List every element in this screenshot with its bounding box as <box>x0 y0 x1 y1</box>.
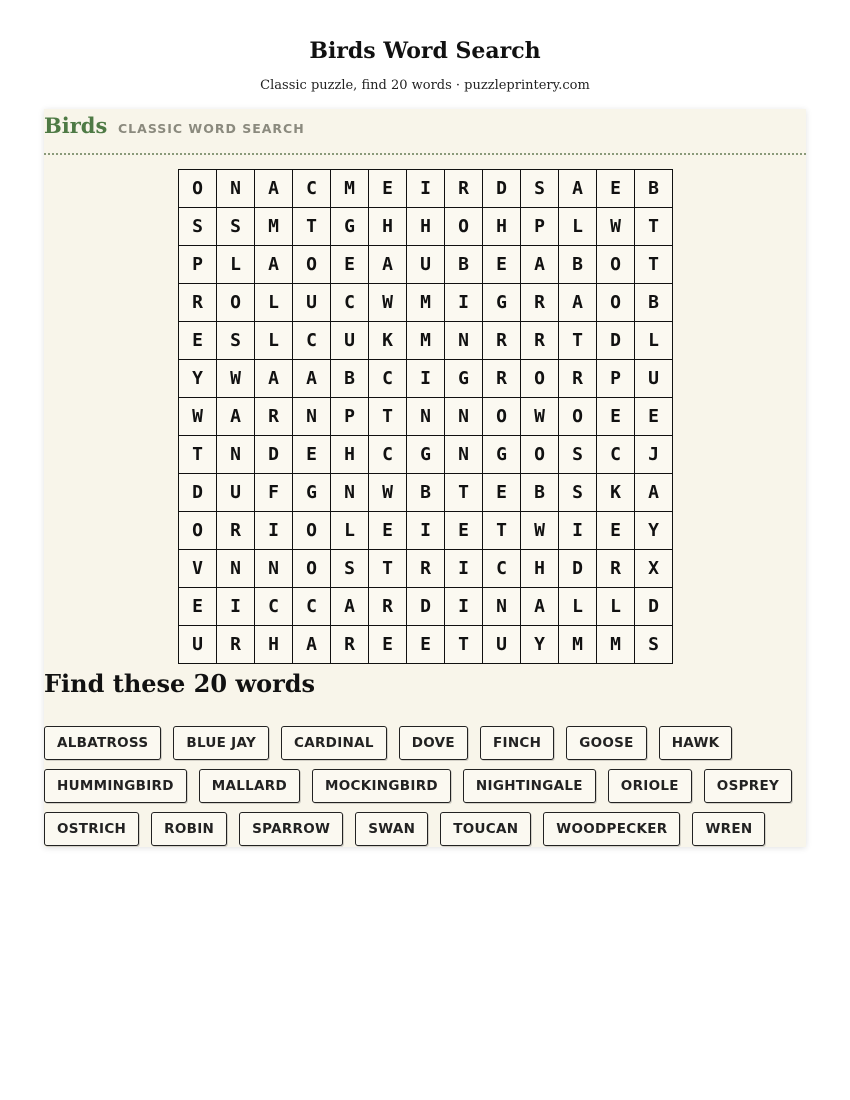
grid-cell[interactable]: C <box>597 436 635 474</box>
grid-cell[interactable]: N <box>445 436 483 474</box>
grid-cell[interactable]: B <box>445 246 483 284</box>
grid-cell[interactable]: I <box>407 360 445 398</box>
grid-cell[interactable]: W <box>179 398 217 436</box>
grid-cell[interactable]: B <box>635 284 673 322</box>
grid-cell[interactable]: P <box>179 246 217 284</box>
grid-cell[interactable]: M <box>255 208 293 246</box>
grid-cell[interactable]: A <box>369 246 407 284</box>
grid-cell[interactable]: S <box>559 436 597 474</box>
grid-cell[interactable]: C <box>369 360 407 398</box>
grid-cell[interactable]: C <box>255 588 293 626</box>
grid-cell[interactable]: O <box>293 246 331 284</box>
grid-cell[interactable]: K <box>369 322 407 360</box>
word-chip[interactable]: ROBIN <box>151 812 227 846</box>
grid-cell[interactable]: U <box>179 626 217 664</box>
grid-cell[interactable]: S <box>217 208 255 246</box>
word-chip[interactable]: HUMMINGBIRD <box>44 769 187 803</box>
grid-cell[interactable]: D <box>407 588 445 626</box>
grid-cell[interactable]: R <box>597 550 635 588</box>
grid-cell[interactable]: R <box>179 284 217 322</box>
grid-cell[interactable]: E <box>445 512 483 550</box>
grid-cell[interactable]: A <box>521 246 559 284</box>
grid-cell[interactable]: O <box>597 246 635 284</box>
puzzle-kicker: CLASSIC WORD SEARCH <box>118 121 305 136</box>
grid-cell[interactable]: T <box>293 208 331 246</box>
word-chip[interactable]: SWAN <box>355 812 428 846</box>
grid-cell[interactable]: C <box>293 170 331 208</box>
grid-cell[interactable]: C <box>331 284 369 322</box>
grid-cell[interactable]: L <box>559 588 597 626</box>
grid-cell[interactable]: E <box>597 170 635 208</box>
word-chip[interactable]: OSPREY <box>704 769 792 803</box>
grid-cell[interactable]: E <box>179 588 217 626</box>
card-header <box>44 109 806 155</box>
grid-cell[interactable]: E <box>369 512 407 550</box>
grid-cell[interactable]: E <box>597 398 635 436</box>
grid-cell[interactable]: I <box>407 170 445 208</box>
grid-cell[interactable]: G <box>445 360 483 398</box>
grid-cell[interactable]: S <box>331 550 369 588</box>
grid-cell[interactable]: E <box>635 398 673 436</box>
grid-cell[interactable]: K <box>597 474 635 512</box>
grid-cell[interactable]: I <box>407 512 445 550</box>
grid-cell[interactable]: D <box>179 474 217 512</box>
word-chip[interactable]: FINCH <box>480 726 554 760</box>
grid-cell[interactable]: O <box>217 284 255 322</box>
grid-cell[interactable]: O <box>559 398 597 436</box>
word-chip[interactable]: MALLARD <box>199 769 300 803</box>
grid-cell[interactable]: R <box>369 588 407 626</box>
grid-cell[interactable]: O <box>597 284 635 322</box>
grid-cell[interactable]: D <box>597 322 635 360</box>
grid-cell[interactable]: O <box>445 208 483 246</box>
grid-cell[interactable]: I <box>445 284 483 322</box>
letter-grid <box>178 169 673 664</box>
word-chip[interactable]: BLUE JAY <box>173 726 269 760</box>
grid-cell[interactable]: J <box>635 436 673 474</box>
grid-cell[interactable]: R <box>255 398 293 436</box>
grid-cell[interactable]: O <box>179 512 217 550</box>
grid-cell[interactable]: T <box>635 246 673 284</box>
grid-cell[interactable]: Y <box>179 360 217 398</box>
grid-cell[interactable]: N <box>445 322 483 360</box>
grid-cell[interactable]: W <box>369 474 407 512</box>
grid-cell[interactable]: G <box>331 208 369 246</box>
grid-cell[interactable]: O <box>293 550 331 588</box>
grid-cell[interactable]: C <box>293 588 331 626</box>
grid-cell[interactable]: H <box>483 208 521 246</box>
grid-cell[interactable]: S <box>559 474 597 512</box>
grid-cell[interactable]: P <box>331 398 369 436</box>
grid-cell[interactable]: A <box>255 360 293 398</box>
word-chip[interactable]: OSTRICH <box>44 812 139 846</box>
page-subtitle: Classic puzzle, find 20 words · puzzleprintery.com <box>260 78 590 93</box>
grid-cell[interactable]: H <box>521 550 559 588</box>
grid-cell[interactable]: W <box>369 284 407 322</box>
grid-cell[interactable]: R <box>331 626 369 664</box>
grid-cell[interactable]: R <box>559 360 597 398</box>
grid-cell[interactable]: U <box>407 246 445 284</box>
word-chip[interactable]: CARDINAL <box>281 726 387 760</box>
grid-cell[interactable]: M <box>407 284 445 322</box>
word-chip[interactable]: WREN <box>692 812 765 846</box>
grid-cell[interactable]: I <box>255 512 293 550</box>
grid-cell[interactable]: B <box>559 246 597 284</box>
grid-cell[interactable]: S <box>217 322 255 360</box>
grid-cell[interactable]: N <box>217 436 255 474</box>
word-chip[interactable]: HAWK <box>659 726 733 760</box>
grid-cell[interactable]: X <box>635 550 673 588</box>
grid-cell[interactable]: I <box>559 512 597 550</box>
grid-cell[interactable]: H <box>331 436 369 474</box>
grid-cell[interactable]: D <box>483 170 521 208</box>
grid-cell[interactable]: D <box>635 588 673 626</box>
grid-cell[interactable]: S <box>635 626 673 664</box>
grid-cell[interactable]: A <box>293 360 331 398</box>
grid-cell[interactable]: M <box>331 170 369 208</box>
grid-cell[interactable]: U <box>217 474 255 512</box>
grid-cell[interactable]: L <box>635 322 673 360</box>
grid-cell[interactable]: Y <box>635 512 673 550</box>
grid-cell[interactable]: W <box>521 512 559 550</box>
word-list <box>44 726 806 846</box>
grid-cell[interactable]: T <box>635 208 673 246</box>
grid-cell[interactable]: V <box>179 550 217 588</box>
grid-cell[interactable]: B <box>521 474 559 512</box>
word-chip[interactable]: ORIOLE <box>608 769 692 803</box>
grid-cell[interactable]: O <box>521 360 559 398</box>
word-chip[interactable]: NIGHTINGALE <box>463 769 596 803</box>
grid-cell[interactable]: F <box>255 474 293 512</box>
grid-cell[interactable]: I <box>445 588 483 626</box>
grid-cell[interactable]: O <box>483 398 521 436</box>
word-list-title: Find these 20 words <box>44 669 316 698</box>
grid-cell[interactable]: A <box>255 170 293 208</box>
word-chip[interactable]: WOODPECKER <box>543 812 680 846</box>
grid-cell[interactable]: H <box>255 626 293 664</box>
grid-cell[interactable]: A <box>255 246 293 284</box>
grid-cell[interactable]: L <box>255 284 293 322</box>
grid-cell[interactable]: D <box>255 436 293 474</box>
grid-cell[interactable]: G <box>407 436 445 474</box>
grid-cell[interactable]: E <box>483 246 521 284</box>
grid-cell[interactable]: W <box>521 398 559 436</box>
grid-cell[interactable]: E <box>179 322 217 360</box>
grid-cell[interactable]: T <box>445 474 483 512</box>
grid-cell[interactable]: S <box>521 170 559 208</box>
grid-cell[interactable]: Y <box>521 626 559 664</box>
grid-cell[interactable]: A <box>293 626 331 664</box>
grid-cell[interactable]: E <box>369 626 407 664</box>
grid-cell[interactable]: R <box>217 512 255 550</box>
grid-cell[interactable]: T <box>559 322 597 360</box>
grid-cell[interactable]: S <box>179 208 217 246</box>
grid-cell[interactable]: W <box>217 360 255 398</box>
grid-cell[interactable]: E <box>331 246 369 284</box>
grid-cell[interactable]: I <box>217 588 255 626</box>
grid-cell[interactable]: R <box>521 322 559 360</box>
grid-cell[interactable]: G <box>483 436 521 474</box>
grid-cell[interactable]: B <box>407 474 445 512</box>
grid-cell[interactable]: E <box>597 512 635 550</box>
grid-cell[interactable]: U <box>635 360 673 398</box>
puzzle-card <box>44 109 806 847</box>
grid-cell[interactable]: N <box>217 170 255 208</box>
word-chip[interactable]: SPARROW <box>239 812 343 846</box>
word-chip[interactable]: MOCKINGBIRD <box>312 769 451 803</box>
word-chip[interactable]: TOUCAN <box>440 812 531 846</box>
grid-cell[interactable]: M <box>559 626 597 664</box>
grid-cell[interactable]: A <box>521 588 559 626</box>
grid-cell[interactable]: R <box>483 360 521 398</box>
grid-cell[interactable]: O <box>293 512 331 550</box>
grid-cell[interactable]: G <box>293 474 331 512</box>
grid-cell[interactable]: N <box>255 550 293 588</box>
grid-cell[interactable]: U <box>331 322 369 360</box>
grid-cell[interactable]: R <box>483 322 521 360</box>
grid-cell[interactable]: O <box>521 436 559 474</box>
grid-cell[interactable]: U <box>293 284 331 322</box>
grid-cell[interactable]: L <box>331 512 369 550</box>
grid-cell[interactable]: E <box>369 170 407 208</box>
grid-cell[interactable]: A <box>559 170 597 208</box>
grid-cell[interactable]: D <box>559 550 597 588</box>
word-chip[interactable]: GOOSE <box>566 726 646 760</box>
grid-cell[interactable]: G <box>483 284 521 322</box>
grid-cell[interactable]: E <box>407 626 445 664</box>
grid-cell[interactable]: T <box>483 512 521 550</box>
grid-cell[interactable]: C <box>483 550 521 588</box>
grid-cell[interactable]: N <box>445 398 483 436</box>
grid-cell[interactable]: H <box>369 208 407 246</box>
grid-cell[interactable]: L <box>217 246 255 284</box>
puzzle-brand: Birds <box>44 113 108 138</box>
page-title: Birds Word Search <box>309 38 541 64</box>
grid-cell[interactable]: A <box>217 398 255 436</box>
grid-cell[interactable]: M <box>407 322 445 360</box>
grid-cell[interactable]: U <box>483 626 521 664</box>
grid-cell[interactable]: C <box>293 322 331 360</box>
word-chip[interactable]: DOVE <box>399 726 468 760</box>
grid-cell[interactable]: N <box>483 588 521 626</box>
grid-cell[interactable]: N <box>217 550 255 588</box>
grid-cell[interactable]: B <box>331 360 369 398</box>
grid-cell[interactable]: O <box>179 170 217 208</box>
grid-cell[interactable]: P <box>597 360 635 398</box>
grid-cell[interactable]: N <box>407 398 445 436</box>
grid-cell[interactable]: P <box>521 208 559 246</box>
grid-cell[interactable]: N <box>293 398 331 436</box>
grid-cell[interactable]: T <box>369 550 407 588</box>
grid-cell[interactable]: C <box>369 436 407 474</box>
grid-cell[interactable]: R <box>217 626 255 664</box>
grid-cell[interactable]: R <box>445 170 483 208</box>
grid-cell[interactable]: B <box>635 170 673 208</box>
grid-cell[interactable]: M <box>597 626 635 664</box>
grid-cell[interactable]: T <box>445 626 483 664</box>
grid-cell[interactable]: H <box>407 208 445 246</box>
grid-cell[interactable]: N <box>331 474 369 512</box>
grid-cell[interactable]: L <box>255 322 293 360</box>
grid-cell[interactable]: A <box>331 588 369 626</box>
grid-cell[interactable]: A <box>559 284 597 322</box>
grid-cell[interactable]: A <box>635 474 673 512</box>
grid-cell[interactable]: W <box>597 208 635 246</box>
grid-cell[interactable]: I <box>445 550 483 588</box>
grid-cell[interactable]: E <box>293 436 331 474</box>
grid-cell[interactable]: L <box>559 208 597 246</box>
grid-cell[interactable]: E <box>483 474 521 512</box>
grid-cell[interactable]: R <box>521 284 559 322</box>
grid-cell[interactable]: L <box>597 588 635 626</box>
grid-cell[interactable]: T <box>179 436 217 474</box>
grid-cell[interactable]: R <box>407 550 445 588</box>
grid-cell[interactable]: T <box>369 398 407 436</box>
word-chip[interactable]: ALBATROSS <box>44 726 161 760</box>
